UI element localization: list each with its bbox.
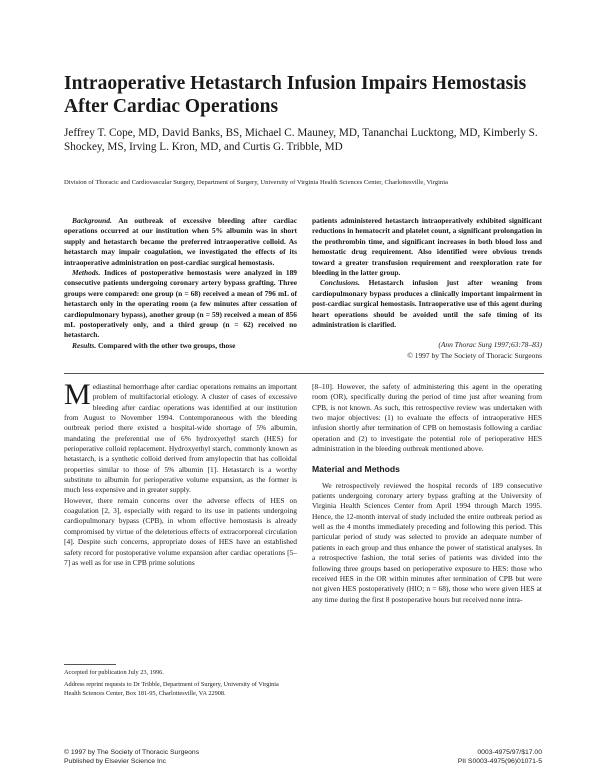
methods-text: Indices of postoperative hemostasis were analyzed in 189 consecutive patients undergoing coronary artery bypass grafting. Three groups were compared: one group (n = 68) received a mean of 796 mL of hetastarch only in the operating room (a few minutes after cessation of cardiopulmonary bypass), another group (n = 59) received a mean of 856 mL postoperatively only, and a third group (n = 62) received no hetastarch. [64, 268, 298, 340]
citation: (Ann Thorac Surg 1997;63:78–83) [438, 340, 542, 350]
abstract-copyright: © 1997 by The Society of Thoracic Surgeons [407, 350, 542, 360]
body-column-right [312, 382, 542, 605]
footer-left [64, 748, 304, 766]
footer-issn: 0003-4975/97/$17.00 [477, 749, 542, 756]
right-paragraph-1: [8–10]. However, the safety of administering this agent in the operating room (OR), specifically during the period of time just after weaning from CPB, is not known. As such, this retrospective review was undertaken with two major objectives: (1) to evaluate the effects of intraoperative HES infusion shortly after termination of CPB on hemostasis following a cardiac operation and (2) to investigate the potential role of perioperative HES administration in the bleeding outbreak mentioned above. [312, 382, 542, 454]
footer-publisher: Published by Elsevier Science Inc [64, 758, 167, 765]
footnote-address: Address reprint requests to Dr Tribble, Department of Surgery, University of Virginia Health Sciences Center, Box 181-95, Charlottesville, VA 22908. [64, 681, 279, 697]
footer-right [360, 748, 542, 766]
author-list: Jeffrey T. Cope, MD, David Banks, BS, Michael C. Mauney, MD, Tananchai Lucktong, MD, Kimberly S. Shockey, MS, Irving L. Kron, MD, and Curtis G. Tribble, MD [64, 127, 538, 153]
abstract-conclusions [312, 278, 542, 330]
abstract-divider [64, 373, 544, 374]
results-label: Results. [72, 340, 97, 350]
abstract-methods [64, 268, 297, 341]
methods-label: Methods. [72, 268, 101, 278]
background-text: An outbreak of excessive bleeding after cardiac operations occurred at our institution when 5% albumin was in short supply and hetastarch became the preferred intraoperative colloid. As hetastarch may impair coagulation, we investigated the effects of its intraoperative administration on post-cardiac surgical hemostasis. [64, 216, 297, 267]
section-heading: Material and Methods [312, 464, 400, 475]
results-continued: patients administered hetastarch intraoperatively exhibited significant reductions in hematocrit and platelet count, a significant prolongation in the prothrombin time, and significant increases in both blood loss and hemostatic drug requirement. Also identified were obvious trends toward a greater transfusion requirement and reexploration rate for bleeding in the latter group. [312, 216, 542, 278]
footer-pii: PII S0003-4975(96)01071-5 [457, 758, 542, 765]
intro-paragraph-1 [64, 378, 297, 496]
background-label: Background. [72, 216, 112, 225]
footnote-divider [64, 664, 116, 665]
dropcap: M [64, 378, 91, 411]
abstract-left-column [64, 216, 297, 351]
intro-paragraph-2: However, there remain concerns over the adverse effects of HES on coagulation [2, 3], especially with regard to its use in patients undergoing cardiopulmonary bypass (CPB), in whom effective hemostasis is already compromised by virtue of the deleterious effects of extracorporeal circulation [4]. Despite such concerns, appropriate doses of HES have an established safety record for postoperative volume expansion after cardiac operations [5–7] as well as for use in CPB prime solutions [64, 495, 297, 567]
footnote-accepted: Accepted for publication July 23, 1996. [64, 669, 164, 676]
results-text: Compared with the other two groups, those [98, 340, 236, 350]
conclusions-text: Hetastarch infusion just after weaning from cardiopulmonary bypass produces a clinically important impairment in post-cardiac surgical hemostasis. Intraoperative use of this agent during heart operations should be avoided until the safe timing of its administration is clarified. [312, 278, 542, 330]
abstract-right-column [312, 216, 542, 361]
abstract-background [64, 216, 297, 268]
footer-copyright: © 1997 by The Society of Thoracic Surgeons [64, 749, 200, 756]
intro-text-1: ediastinal hemorrhage after cardiac operations remains an important problem of multifactorial etiology. A cluster of cases of excessive bleeding after cardiac operations was identified at our institution from August to November 1994. Contemporaneous with the bleeding outbreak period there existed a hospital-wide shortage of 5% albumin, mandating the preferential use of 6% hydroxyethyl starch (HES) for perioperative colloid replacement. Hydroxyethyl starch, commonly known as hetastarch, is a synthetic colloid derived from amylopectin that has colloidal properties similar to those of 5% albumin [1]. Hetastarch is a worthy substitute to albumin for perioperative volume expansion, as the former is much less expensive and in greater supply. [64, 382, 297, 495]
right-paragraph-2: We retrospectively reviewed the hospital records of 189 consecutive patients undergoing coronary artery bypass grafting at the University of Virginia Health Sciences Center from April 1994 through March 1995. Hence, the 12-month interval of study included the entire outbreak period as well as the 4 months immediately preceding and following this period. This particular period of study was selected to provide an adequate number of patients in each group and thus enhance the power of statistical analyses. In a retrospective fashion, the total series of patients was divided into the following three groups based on perioperative exposure to HES: those who received HES in the OR within minutes after termination of CPB but were not given HES postoperatively (HIO; n = 68), those who were given HES at any time during the first 8 postoperative hours but received none intra- [312, 480, 542, 604]
footnotes [64, 669, 297, 702]
abstract-results [64, 341, 297, 351]
article-title: Intraoperative Hetastarch Infusion Impairs Hemostasis After Cardiac Operations [64, 73, 527, 117]
intro-column-left [64, 378, 297, 568]
affiliation: Division of Thoracic and Cardiovascular Surgery, Department of Surgery, University of Virginia Health Sciences Center, Charlottesville, Virginia [64, 179, 448, 186]
conclusions-label: Conclusions. [320, 278, 360, 288]
